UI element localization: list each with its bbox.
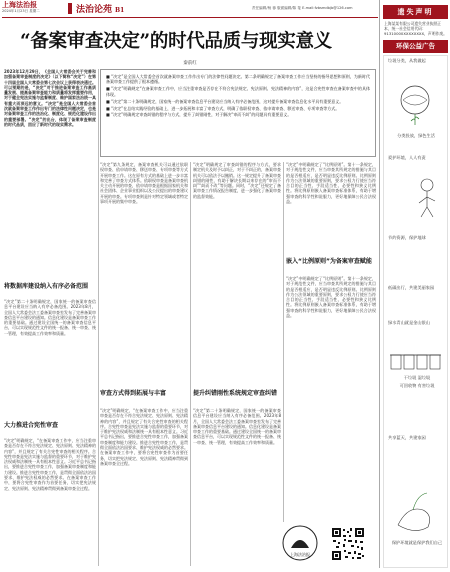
column-rule [98,69,99,566]
notice-title: 遗失声明 [383,5,448,19]
section-heading-3: 审查方式得到拓展与丰富 [100,390,167,397]
lead-text [4,69,96,280]
section-heading-5: 嵌入“比例原则”为备案审查赋能 [286,258,372,265]
section-page: B1 [115,7,125,14]
column-rule [283,162,284,522]
summary-item: ■ “决定”明确规定审查纠错的程序与方式，提升了纠错刚性，对于解决“审而不纠”的问题具有重要意义。 [106,112,292,118]
body-col-2: “决定”第九条规定，备案审查机关可以通过依职权审查、依申请审查、移送审查、专项审查等方式开展审查工作。这在原有方式的基础上进一步丰富和完善了审查方式体系。依职权审查是备案审查机关主动开展的审查，依申请审查是根据国家机关和社会团体、企业事业组织以及公民提出的审查建议开展的审查。专项审查则是针对特定领域或者特定事项开展的集中审查。 [100,162,188,205]
section-text-4: “决定”第二十条明确规定，国家统一的备案审查信息平台建设应当纳入有序必备范围。2023年8月，全国人大常委会法工委备案审查室发布了完善备案审查信息平台建设的通知。信息化建设是备案审查工作的重要基础。通过建设全国统一的备案审查信息平台，可以实现规范性文件的统一报备、统一审查、统一管理，有效提高工作效率和质量。 [193,408,281,445]
psa-line: 保护环境就是保护我们自己 [391,540,443,545]
column-divider [379,0,380,568]
psa-drawing-icon [383,55,448,568]
psa-line: 共享蓝天，共建家园 [388,435,426,440]
seal-icon [281,524,319,562]
qr-code[interactable] [331,527,365,561]
summary-item: ■ “决定”是全国人大常委会首次就备案审查工作作出专门的法律性问题决定。第二条明确规定了备案审查工作应当坚持的指导思想和原则，为新时代备案审查工作提供了根本遵循。 [106,74,370,85]
column-rule [190,162,191,566]
psa-line: 节约资源，保护地球 [388,235,426,240]
header-rule [2,17,378,18]
section-heading-1: 大力推进合宪性审查 [4,422,59,429]
body-col-4: “决定”中明确规定了“比例原则”。第十一条规定，对于规范性文件，应当审查其所规定的措施与其目的是否相适应，是否明显违反比例原则。比例原则作为公法领域的重要原则，要求公权力行使应当符合目的正当性、手段适当性、必要性和狭义比例性。将比例原则嵌入备案审查标准体系，有助于增强审查的科学性和说服力，更好地保障公民合法权益。 [286,162,376,205]
summary-item: ■ “决定”明确规定“在备案审查工作中，应当注重审查是否存在不符合宪法规定、宪法原则、宪法精神的内容”，这是合宪性审查在备案审查中的具体体现。 [106,86,370,97]
section-text-1: “决定”明确规定，“在备案审查工作中，应当注重审查是否存在不符合宪法规定、宪法原则、宪法精神的内容”，并且规定了有关合宪性审查的相关程序。合宪性审查是宪法实施与监督的重要环节，对于维护宪法权威和法制统一具有根本性意义。习近平总书记指出，要推进合宪性审查工作，加强备案审查制度和能力建设。推进合宪性审查工作，是贯彻全面依法治国要求、维护宪法权威的必然要求。在备案审查工作中，要将合宪性审查作为首要任务，切实把宪法规定、宪法原则、宪法精神贯彻到备案审查全过程。 [4,438,96,491]
psa-line: 分类投放，绿色生活 [397,133,435,138]
lead-paragraph: 2023年12月29日，《全国人大常委会关于完善和加强备案审查制度的决定》（以下简称“决定”）在第十四届全国人大常委会第七次会议上获得表决通过。可以预期的是，“决定”对于推进备案审查工作高质量发展、提高备案审查能力和质量将发挥重要作用，对于健全宪法实施与监督制度、维护国家法治统一具有重大而深远的意义。“决定”是全国人大常委会首次就备案审查工作作出专门的法律性问题决定，也是对备案审查工作的法治化、制度化、规范化建设作出的重要部署。“决定”的出台，体现了备案审查制度的时代品质，回应了新时代的现实需求。 [4,69,96,127]
section-heading-2: 将数据库建设纳入有序必备范围 [4,283,89,290]
section-text-2: “决定”第二十条明确规定，国家统一的备案审查信息平台建设应当纳入有序必备范围。2023年8月，全国人大常委会法工委备案审查室发布了完善备案审查信息平台建设的通知。信息化建设是备案审查工作的重要基础。通过建设全国统一的备案审查信息平台，可以实现规范性文件的统一报备、统一审查、统一管理，有效提高工作效率和质量。 [4,299,96,336]
psa-title: 环保公益广告 [383,40,448,53]
newspaper-seal [281,524,319,562]
psa-line: 爱护环境，人人有责 [388,155,426,160]
masthead [2,1,68,17]
editor-line: 责任编辑/杨 蓉 版面编辑/陈 斐 E-mail:fzbsmdbjb@126.com [252,6,353,10]
body-col-3: “决定”明确规定了审查纠错的程序与方式，要求制定机关及时予以纠正，对于不纠正的，备案审查机关可以依法予以撤销。这一规定提升了备案审查纠错的刚性，有助于解决长期以来存在的“审而不纠”“纠而不改”等问题。同时，“决定”还规定了备案审查工作情况报告制度，进一步强化了备案审查的监督效能。 [193,162,281,199]
byline: 秦前红 [183,61,197,66]
psa-line: 可回收物 有害垃圾 [399,383,435,388]
section-heading-4: 提升纠错刚性系统规定审查纠错 [193,390,278,397]
psa-line: 绿水青山就是金山银山 [388,320,430,325]
headline: “备案审查决定”的时代品质与现实意义 [20,31,332,52]
summary-box [100,69,376,157]
summary-item: ■ “决定”第二十条明确规定，国家统一的备案审查信息平台建设应当纳入有序必备范围，这对提升备案审查信息化水平具有重要意义。 [106,98,344,104]
section-text-3: “决定”明确规定，“在备案审查工作中，应当注重审查是否存在不符合宪法规定、宪法原则、宪法精神的内容”，并且规定了有关合宪性审查的相关程序。合宪性审查是宪法实施与监督的重要环节，对于维护宪法权威和法制统一具有根本性意义。习近平总书记指出，要推进合宪性审查工作，加强备案审查制度和能力建设。推进合宪性审查工作，是贯彻全面依法治国要求、维护宪法权威的必然要求。在备案审查工作中，要将合宪性审查作为首要任务，切实把宪法规定、宪法原则、宪法精神贯彻到备案审查全过程。 [100,408,188,466]
psa-line: 低碳出行，共建美丽家园 [388,285,435,290]
section-text-5: “决定”中明确规定了“比例原则”。第十一条规定，对于规范性文件，应当审查其所规定的措施与其目的是否相适应，是否明显违反比例原则。比例原则作为公法领域的重要原则，要求公权力行使应当符合目的正当性、手段适当性、必要性和狭义比例性。将比例原则嵌入备案审查标准体系，有助于增强审查的科学性和说服力，更好地保障公民合法权益。 [286,276,376,319]
notice-text: 上海某某有限公司遗失营业执照正本，统一社会信用代码：91310000XXXXXXXX，声明作废。 [384,21,447,36]
psa-line: 干垃圾 湿垃圾 [403,375,431,380]
svg-text:上海法治报: 上海法治报 [290,552,310,557]
qr-code-icon [331,527,365,561]
section-title [76,2,124,15]
section-name: 法治论苑 [76,5,113,15]
paper-name: 上海法治报 [2,0,37,9]
psa-illustration [383,55,448,568]
summary-item: ■ “决定”在总结实践经验的基础上，进一步拓展和丰富了审查方式，明确了依职权审查、依申请审查、移送审查、专项审查等方式。 [106,105,340,111]
paper-date: 2024年1月23日 星期二 [2,9,40,13]
section-marker [68,3,72,14]
psa-line: 垃圾分类，从我做起 [388,58,426,63]
